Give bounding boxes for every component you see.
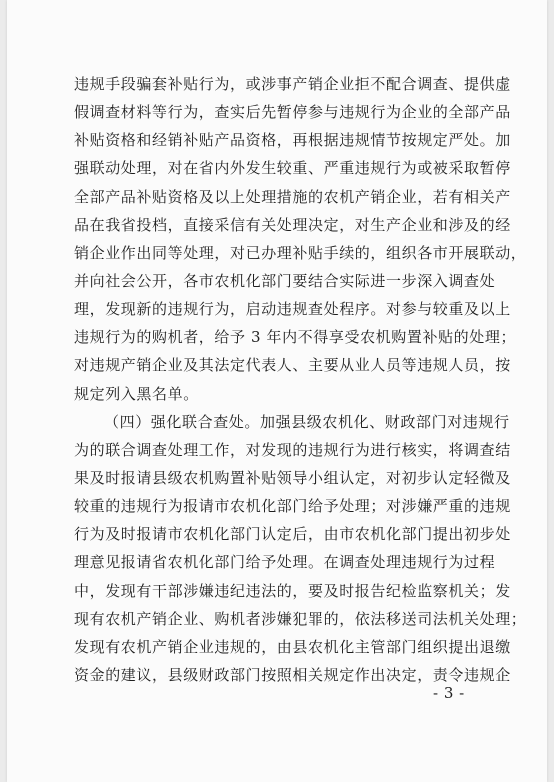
text-line: 销企业作出同等处理，对已办理补贴手续的，组织各市开展联动，: [74, 243, 527, 262]
text-line: （四）强化联合查处。加强县级农机化、财政部门对违规行: [104, 412, 510, 431]
text-line: 并向社会公开，各市农机化部门要结合实际进一步深入调查处: [74, 271, 496, 290]
document-page: [7, 0, 547, 782]
text-line: 违规行为的购机者，给予 3 年内不得享受农机购置补贴的处理；: [74, 328, 517, 347]
text-line: 补贴资格和经销补贴产品资格，再根据违规情节按规定严处。加: [74, 131, 511, 150]
body-text: [74, 70, 527, 689]
text-line: 全部产品补贴资格及以上处理措施的农机产销企业，若有相关产: [74, 187, 511, 206]
text-line: 假调查材料等行为，查实后先暂停参与违规行为企业的全部产品: [74, 103, 511, 122]
text-line: 现有农机产销企业、购机者涉嫌犯罪的，依法移送司法机关处理；: [74, 609, 527, 628]
text-line: 果及时报请县级农机购置补贴领导小组认定，对初步认定轻微及: [74, 468, 511, 487]
text-line: 理意见报请省农机化部门给予处理。在调查处理违规行为过程: [74, 553, 496, 572]
text-line: 较重的违规行为报请市农机化部门给予处理；对涉嫌严重的违规: [74, 497, 511, 516]
text-line: 强联动处理，对在省内外发生较重、严重违规行为或被采取暂停: [74, 159, 511, 178]
text-line: 理，发现新的违规行为，启动违规查处程序。对参与较重及以上: [74, 300, 511, 319]
text-line: 违规手段骗套补贴行为，或涉事产销企业拒不配合调查、提供虚: [74, 75, 511, 93]
text-line: 对违规产销企业及其法定代表人、主要从业人员等违规人员，按: [74, 356, 511, 375]
page-number: - 3 -: [433, 684, 465, 702]
text-line: 行为及时报请市农机化部门认定后，由市农机化部门提出初步处: [74, 525, 511, 544]
text-line: 中，发现有干部涉嫌违纪违法的，要及时报告纪检监察机关；发: [74, 581, 511, 600]
text-line: 规定列入黑名单。: [74, 384, 199, 403]
text-line: 为的联合调查处理工作，对发现的违规行为进行核实，将调查结: [74, 440, 511, 459]
text-line: 资金的建议，县级财政部门按照相关规定作出决定，责令违规企: [74, 665, 511, 684]
text-line: 品在我省投档，直接采信有关处理决定，对生产企业和涉及的经: [74, 215, 511, 234]
text-line: 发现有农机产销企业违规的，由县农机化主管部门组织提出退缴: [74, 637, 511, 656]
